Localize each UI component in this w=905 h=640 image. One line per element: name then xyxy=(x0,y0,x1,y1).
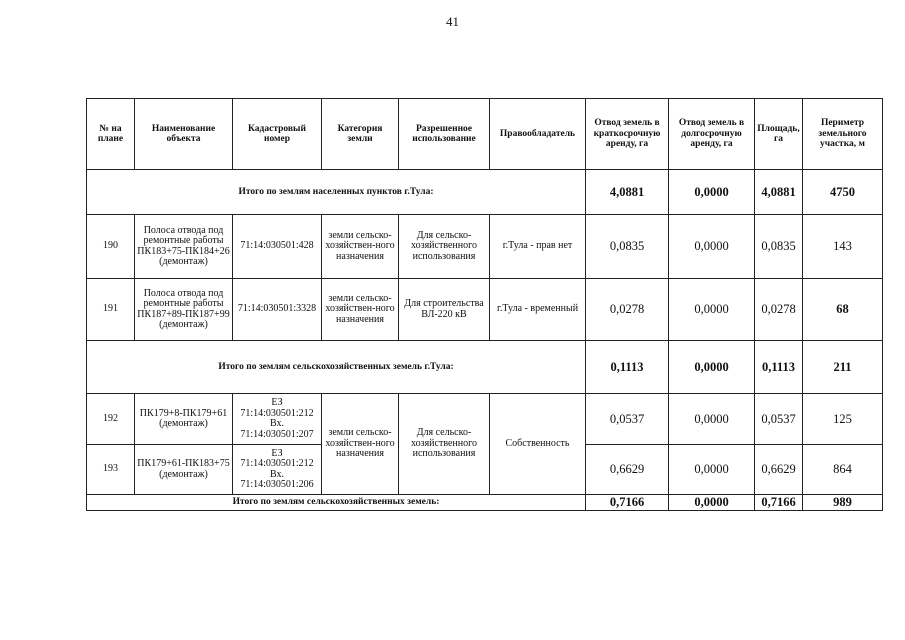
cell-long-lease: 0,0000 xyxy=(669,445,755,495)
cell-cadastral: 71:14:030501:428 xyxy=(233,215,322,279)
header-perimeter: Периметр земельного участка, м xyxy=(803,99,883,170)
cell-name: ПК179+61-ПК183+75 (демонтаж) xyxy=(135,445,233,495)
total-short-lease: 4,0881 xyxy=(586,170,669,215)
header-short-lease: Отвод земель в краткосрочную аренду, га xyxy=(586,99,669,170)
header-long-lease: Отвод земель в долгосрочную аренду, га xyxy=(669,99,755,170)
total-label: Итого по землям населенных пунктов г.Тула: xyxy=(87,170,586,215)
cell-area: 0,0278 xyxy=(755,279,803,341)
cell-cadastral: ЕЗ 71:14:030501:212 Вх. 71:14:030501:207 xyxy=(233,394,322,445)
header-cadastral: Кадастровый номер xyxy=(233,99,322,170)
cell-perimeter: 864 xyxy=(803,445,883,495)
total-label: Итого по землям сельскохозяйственных земель: xyxy=(87,495,586,511)
total-area: 0,1113 xyxy=(755,341,803,394)
total-area: 4,0881 xyxy=(755,170,803,215)
cell-category: земли сельско-хозяйствен-ного назначения xyxy=(322,279,399,341)
cell-short-lease: 0,0537 xyxy=(586,394,669,445)
cell-perimeter: 125 xyxy=(803,394,883,445)
total-perimeter: 989 xyxy=(803,495,883,511)
header-area: Площадь, га xyxy=(755,99,803,170)
total-row-agri xyxy=(87,495,883,511)
cell-num: 191 xyxy=(87,279,135,341)
cell-num: 192 xyxy=(87,394,135,445)
cell-long-lease: 0,0000 xyxy=(669,215,755,279)
table-row xyxy=(87,394,883,445)
total-perimeter: 4750 xyxy=(803,170,883,215)
total-row-agri-tula xyxy=(87,341,883,394)
total-perimeter: 211 xyxy=(803,341,883,394)
cell-short-lease: 0,6629 xyxy=(586,445,669,495)
cell-num: 193 xyxy=(87,445,135,495)
header-owner: Правообладатель xyxy=(490,99,586,170)
cell-perimeter: 68 xyxy=(803,279,883,341)
total-short-lease: 0,7166 xyxy=(586,495,669,511)
total-long-lease: 0,0000 xyxy=(669,495,755,511)
cell-perimeter: 143 xyxy=(803,215,883,279)
total-row-settlements xyxy=(87,170,883,215)
total-long-lease: 0,0000 xyxy=(669,170,755,215)
header-usage: Разрешенное использование xyxy=(399,99,490,170)
cell-short-lease: 0,0278 xyxy=(586,279,669,341)
cell-name: ПК179+8-ПК179+61 (демонтаж) xyxy=(135,394,233,445)
cell-category: земли сельско-хозяйствен-ного назначения xyxy=(322,394,399,495)
total-short-lease: 0,1113 xyxy=(586,341,669,394)
cell-area: 0,6629 xyxy=(755,445,803,495)
header-name: Наименование объекта xyxy=(135,99,233,170)
cell-cadastral: ЕЗ 71:14:030501:212 Вх. 71:14:030501:206 xyxy=(233,445,322,495)
cell-usage: Для сельско-хозяйственного использования xyxy=(399,394,490,495)
total-label: Итого по землям сельскохозяйственных земель г.Тула: xyxy=(87,341,586,394)
cell-owner: Собственность xyxy=(490,394,586,495)
table-header-row xyxy=(87,99,883,170)
cell-category: земли сельско-хозяйствен-ного назначения xyxy=(322,215,399,279)
table-row xyxy=(87,279,883,341)
cell-long-lease: 0,0000 xyxy=(669,394,755,445)
cell-short-lease: 0,0835 xyxy=(586,215,669,279)
total-long-lease: 0,0000 xyxy=(669,341,755,394)
cell-name: Полоса отвода под ремонтные работы ПК183+75-ПК184+26 (демонтаж) xyxy=(135,215,233,279)
cell-owner: г.Тула - прав нет xyxy=(490,215,586,279)
cell-usage: Для строительства ВЛ-220 кВ xyxy=(399,279,490,341)
cell-num: 190 xyxy=(87,215,135,279)
page-number: 41 xyxy=(446,14,459,29)
cell-name: Полоса отвода под ремонтные работы ПК187+89-ПК187+99 (демонтаж) xyxy=(135,279,233,341)
table-row xyxy=(87,215,883,279)
cell-area: 0,0835 xyxy=(755,215,803,279)
land-allocation-table xyxy=(86,98,883,511)
cell-area: 0,0537 xyxy=(755,394,803,445)
cell-owner: г.Тула - временный xyxy=(490,279,586,341)
total-area: 0,7166 xyxy=(755,495,803,511)
cell-long-lease: 0,0000 xyxy=(669,279,755,341)
cell-cadastral: 71:14:030501:3328 xyxy=(233,279,322,341)
header-num: № на плане xyxy=(87,99,135,170)
cell-usage: Для сельско-хозяйственного использования xyxy=(399,215,490,279)
header-category: Категория земли xyxy=(322,99,399,170)
